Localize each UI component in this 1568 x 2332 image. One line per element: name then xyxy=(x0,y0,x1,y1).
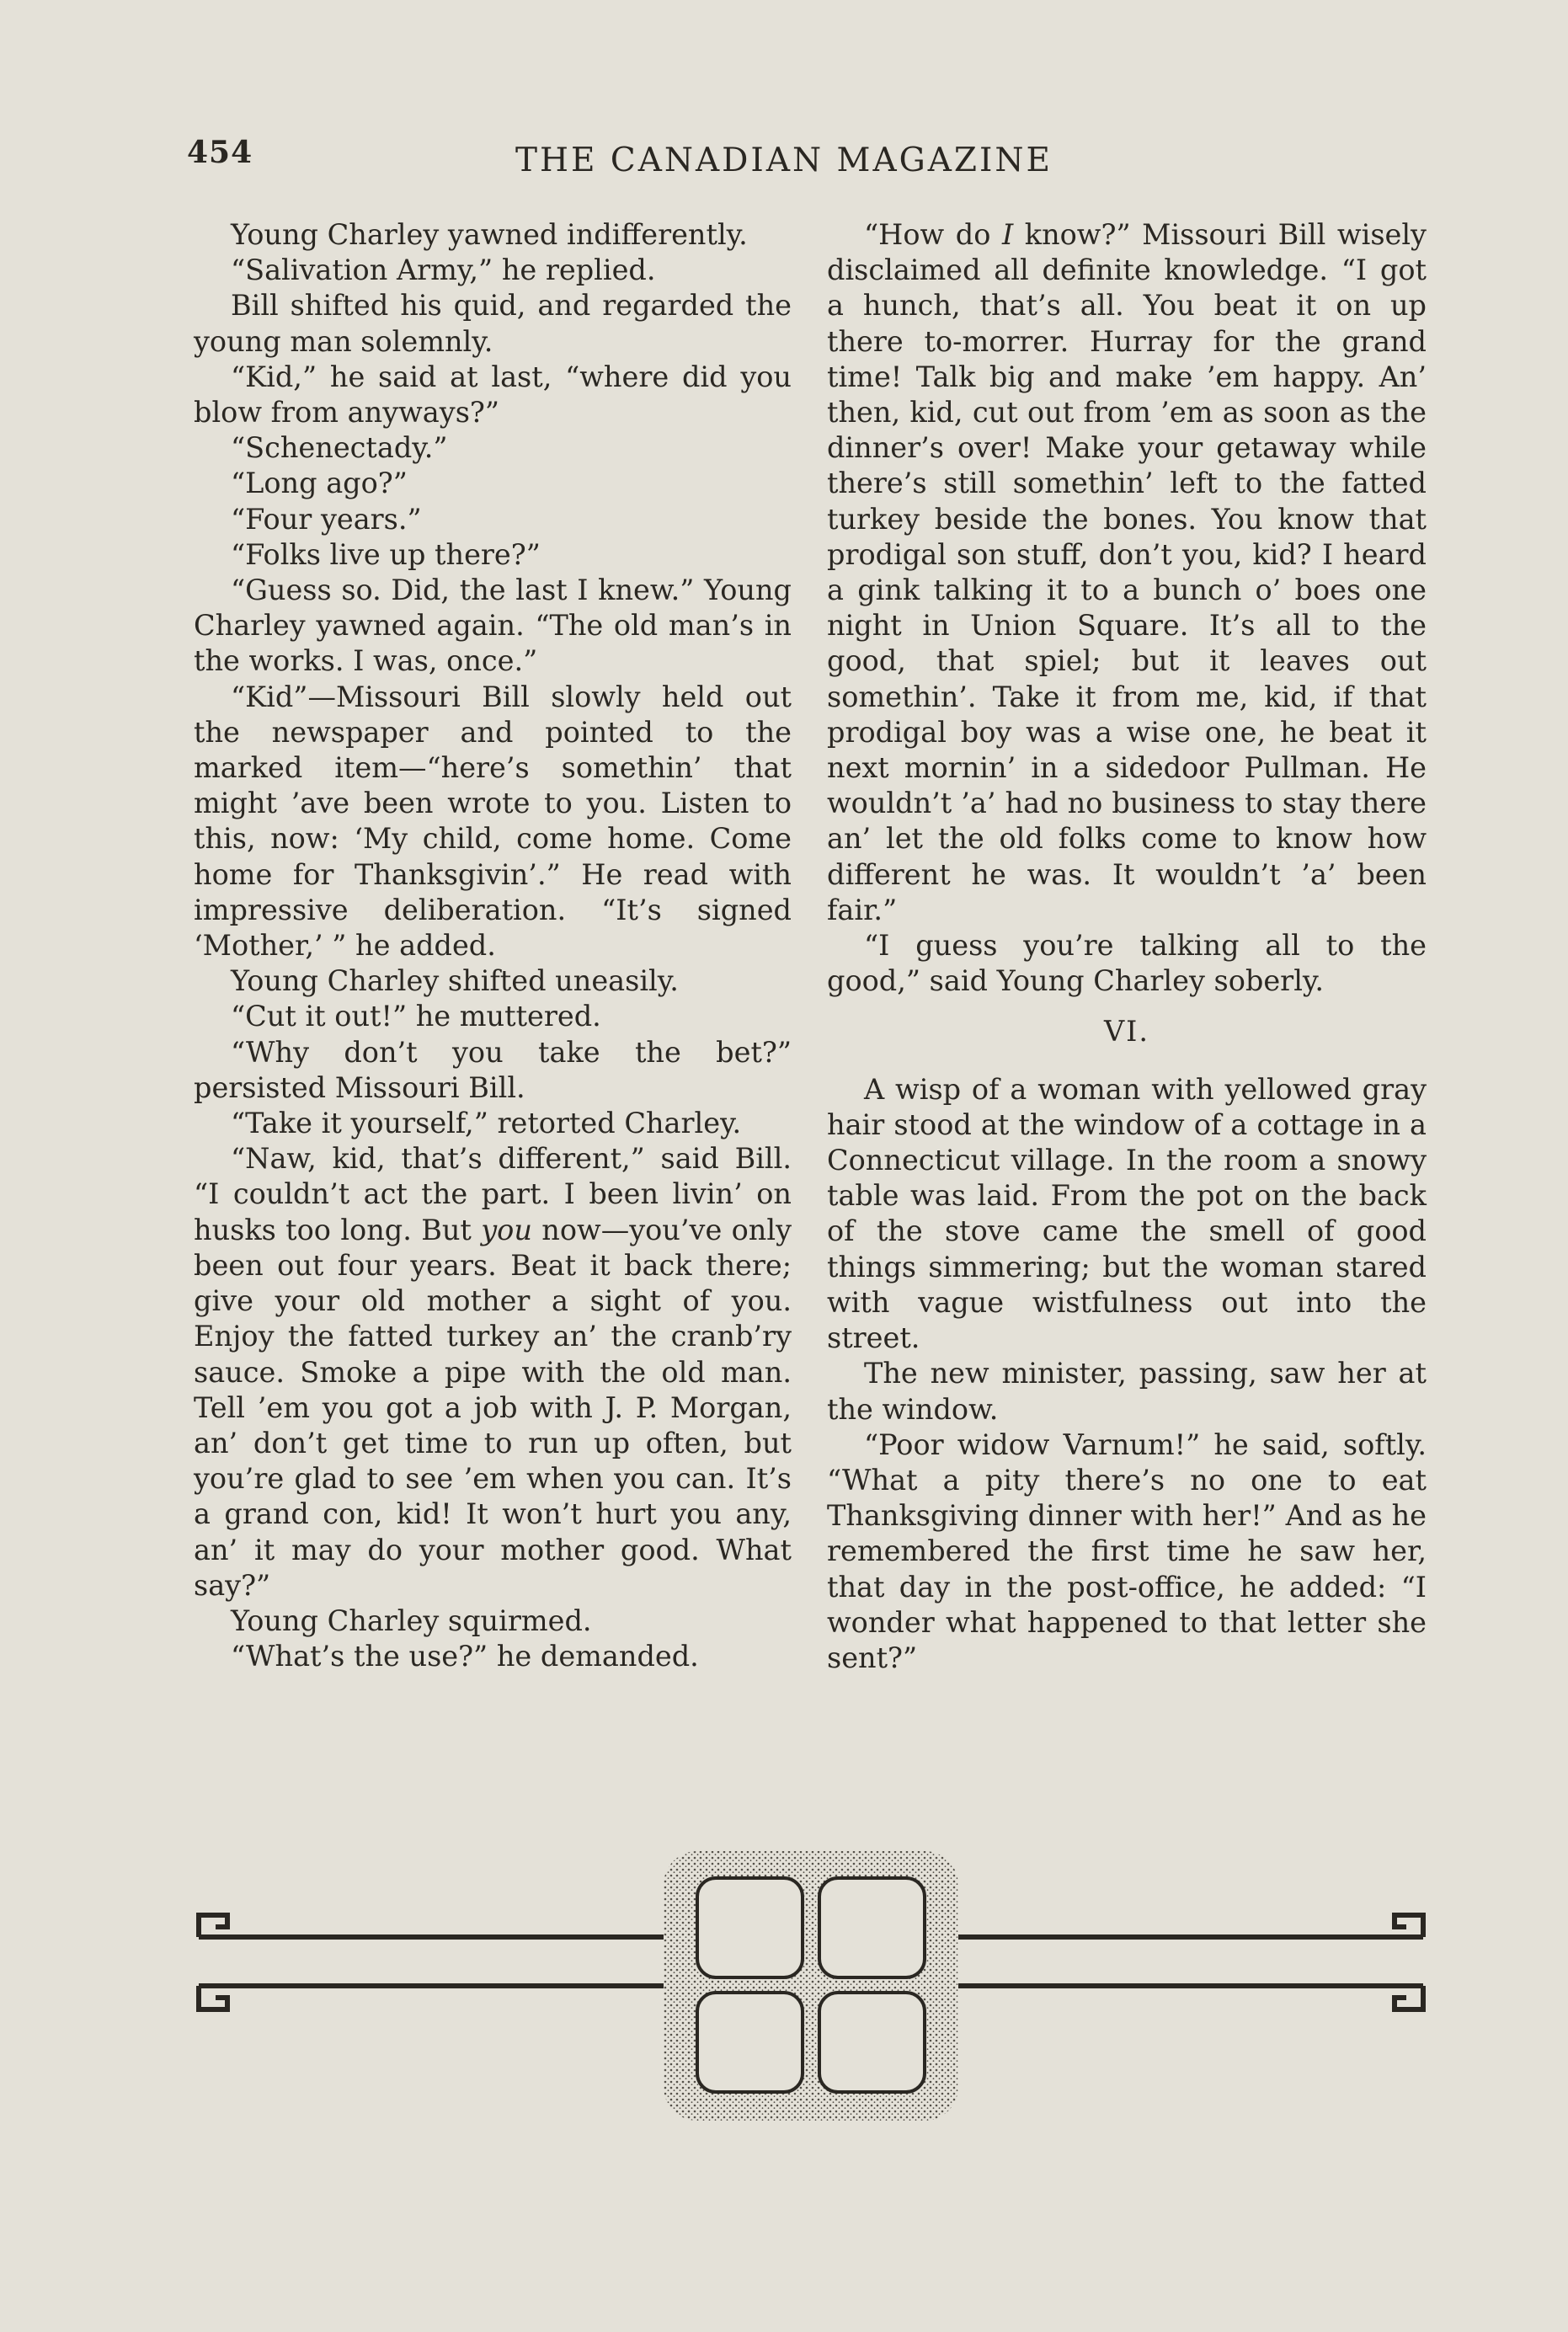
text-run: “How do xyxy=(864,218,991,251)
section-heading: VI. xyxy=(1103,1015,1150,1049)
running-head: THE CANADIAN MAGAZINE xyxy=(515,141,1053,179)
paragraph: Bill shifted his quid, and regarded the young man solemnly. xyxy=(194,289,792,358)
paragraph: “Why don’t you take the bet?” persisted Missouri Bill. xyxy=(194,1035,792,1104)
paragraph: “Guess so. Did, the last I knew.” Young Charley yawned again. “The old man’s in the works. I was, once.” xyxy=(194,574,792,678)
text-run: now—you’ve only been out four years. Beat it back there; give your old mother a sight of you. Enjoy the fatted turkey an’ the cranb’ry sauce. Smoke a pipe with the old man. Tell ’em you got a job with J. P. Morgan, an’ don’t get time to run up often, but you’re glad to see ’em when you can. It’s a grand con, kid! It won’t hurt you any, an’ it may do your mother good. What say?” xyxy=(194,1213,792,1602)
paragraph: “Take it yourself,” retorted Charley. xyxy=(231,1107,742,1140)
page-number: 454 xyxy=(187,135,253,170)
paragraph: “Schenectady.” xyxy=(231,431,448,465)
paragraph: “Folks live up there?” xyxy=(231,537,541,571)
paragraph: Young Charley squirmed. xyxy=(231,1604,592,1637)
left-column xyxy=(194,217,792,1674)
paragraph: “Four years.” xyxy=(231,502,422,536)
emphasis: you xyxy=(481,1213,532,1246)
paragraph: “Long ago?” xyxy=(231,467,408,500)
paragraph xyxy=(827,217,1427,928)
paragraph: “Salivation Army,” he replied. xyxy=(231,253,656,287)
paragraph: “Cut it out!” he muttered. xyxy=(231,1000,601,1033)
paragraph xyxy=(194,1141,792,1604)
paragraph: “I guess you’re talking all to the good,” said Young Charley soberly. xyxy=(827,929,1427,998)
paragraph: “Kid”—Missouri Bill slowly held out the newspaper and pointed to the marked item—“here’s somethin’ that might ’ave been wrote to you. Listen to this, now: ‘My child, come home. Come home for Thanksgivin’.” He read with impressive deliberation. “It’s signed ‘Mother,’ ” he added. xyxy=(194,680,792,963)
paragraph: “What’s the use?” he demanded. xyxy=(231,1640,699,1673)
emphasis: I xyxy=(1001,218,1014,251)
paragraph: Young Charley shifted uneasily. xyxy=(231,964,679,998)
text-run: know?” Missouri Bill wisely disclaimed all definite knowledge. “I got a hunch, that’s all. You beat it on up there to-morrer. Hurray for the grand time! Talk big and make ’em happy. An’ then, kid, cut out from ’em as soon as the dinner’s over! Make your getaway while there’s still somethin’ left to the fatted turkey beside the bones. You know that prodigal son stuff, don’t you, kid? I heard a gink talking it to a bunch o’ boes one night in Union Square. It’s all to the good, that spiel; but it leaves out somethin’. Take it from me, kid, if that prodigal boy was a wise one, he beat it next mornin’ in a sidedoor Pullman. He wouldn’t ’a’ had no business to stay there an’ let the old folks come to know how different he was. It wouldn’t ’a’ been fair.” xyxy=(827,218,1427,926)
paragraph: “Kid,” he said at last, “where did you blow from anyways?” xyxy=(194,360,792,430)
paragraph: “Poor widow Varnum!” he said, softly. “What a pity there’s no one to eat Thanksgiving dinner with her!” And as he remembered the first time he saw her, that day in the post-office, he added: “I wonder what happened to that letter she sent?” xyxy=(827,1427,1427,1674)
right-column xyxy=(827,217,1427,1676)
decorative-ornament xyxy=(192,1844,1430,2131)
paragraph: The new minister, passing, saw her at the window. xyxy=(827,1357,1427,1426)
paragraph: Young Charley yawned indifferently. xyxy=(231,218,748,251)
paragraph: A wisp of a woman with yellowed gray hair stood at the window of a cottage in a Connecticut village. In the room a snowy table was laid. From the pot on the back of the stove came the smell of good things simmering; but the woman stared with vague wistfulness out into the street. xyxy=(827,1072,1427,1355)
text-run: “Naw, kid, that’s different,” said Bill. “I couldn’t act the part. I been livin’ on husks too long. But xyxy=(194,1142,792,1246)
